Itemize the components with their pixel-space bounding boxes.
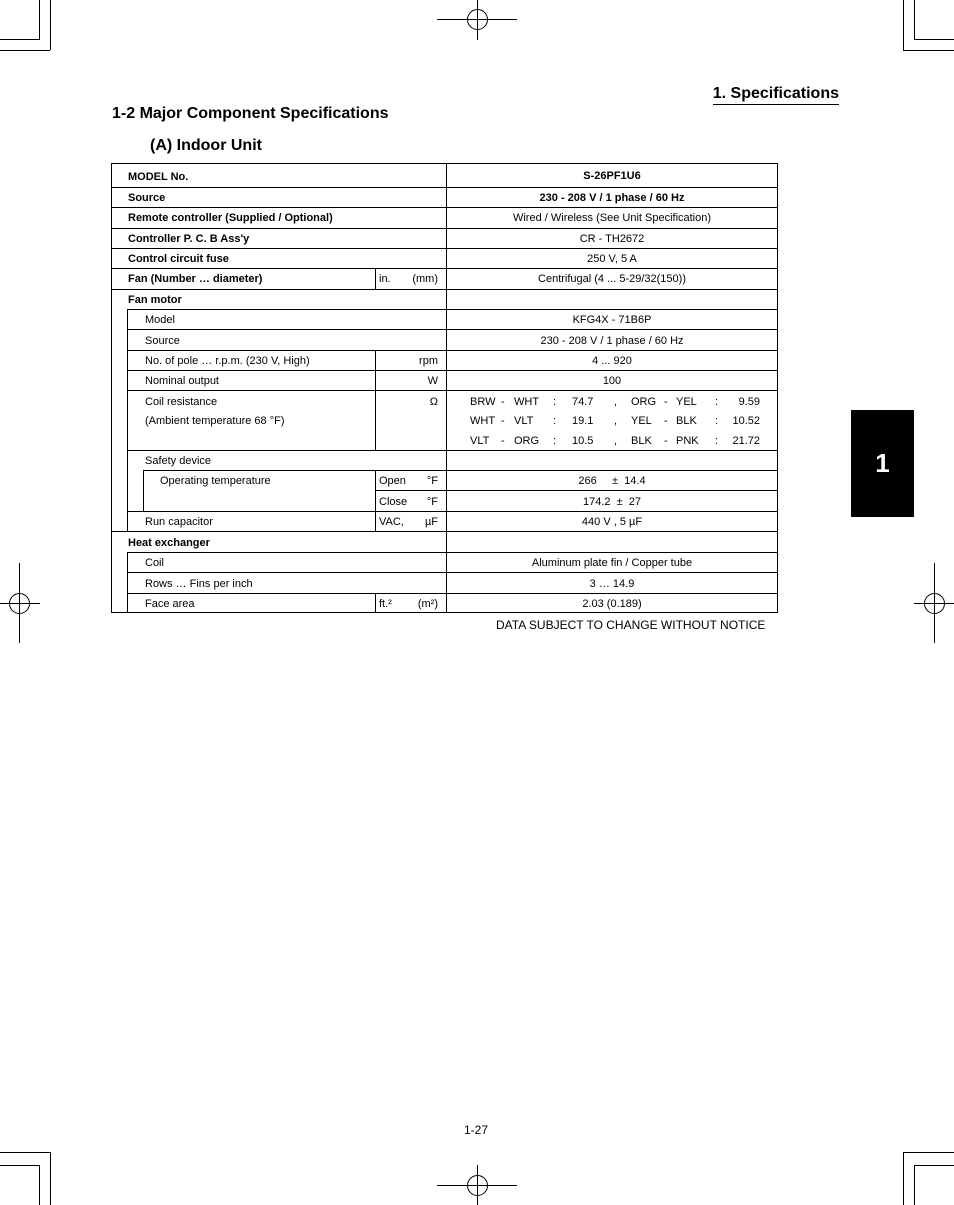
- chapter-tab: 1: [851, 410, 914, 517]
- face-label: Face area: [145, 598, 195, 610]
- motor-source-value: 230 - 208 V / 1 phase / 60 Hz: [540, 335, 684, 347]
- cap-label: Run capacitor: [145, 516, 213, 528]
- model-label: MODEL No.: [128, 171, 189, 183]
- page-number: 1-27: [464, 1123, 489, 1137]
- spec-table: MODEL No. S-26PF1U6 Source 230 - 208 V / 1 phase / 60 Hz Remote controller (Supplied / Optional) Wired / Wireless (See Unit Specification) Controller P. C. B Ass'y CR - TH2672 Control circuit fuse 250 V, 5 A Fan (Number … diameter) in. (mm) Centrifugal (4 ... 5-29/32(150)) Fan motor Model KFG4X - 71B6P Source 230 - 208 V / 1 phase / 60 Hz No. of pole … r.p.m. (230 V, High) rpm 4 ... 920 Nominal output W 100 Coil resistance (Ambient temperature 68 °F) Ω BRW - WHT : 74.7 , ORG - YEL : 9.59 WHT - VLT : 19.1 , YEL - BLK : 10.52 VLT - ORG : 10.5 , BLK - PNK : 21.72 Safety device Operating temperature Open °F 266 ± 14.4 Close °F 174.2 ± 27 Run capacitor VAC, µF 440 V , 5 µF Heat exchanger Coil Aluminum plate fin / Copper tube Rows … Fins per inch 3 … 14.9 Face area ft.² (m²) 2.03 (0.189): [111, 163, 778, 613]
- remote-label: Remote controller (Supplied / Optional): [128, 212, 333, 224]
- cap-value: 440 V , 5 µF: [581, 516, 643, 528]
- hx-coil-value: Aluminum plate fin / Copper tube: [531, 557, 693, 569]
- fan-label: Fan (Number … diameter): [128, 273, 263, 285]
- coil-label: Coil resistance: [145, 396, 218, 408]
- source-value: 230 - 208 V / 1 phase / 60 Hz: [539, 192, 685, 204]
- motor-model-label: Model: [145, 314, 175, 326]
- optemp-label: Operating temperature: [160, 475, 271, 487]
- close-unit: °F: [426, 496, 438, 508]
- close-value: 174.2 ± 27: [582, 496, 642, 508]
- fuse-label: Control circuit fuse: [128, 253, 229, 265]
- pcb-label: Controller P. C. B Ass'y: [128, 233, 250, 245]
- chapter-title: 1. Specifications: [713, 85, 839, 105]
- source-label: Source: [128, 192, 166, 204]
- pcb-value: CR - TH2672: [579, 233, 645, 245]
- model-value: S-26PF1U6: [583, 170, 641, 182]
- face-unit-m: (m²): [417, 598, 438, 610]
- safety-label: Safety device: [145, 455, 212, 467]
- output-label: Nominal output: [145, 375, 219, 387]
- output-unit: W: [427, 375, 438, 387]
- fuse-value: 250 V, 5 A: [587, 253, 637, 265]
- remote-value: Wired / Wireless (See Unit Specification): [512, 212, 712, 224]
- motor-source-label: Source: [145, 335, 180, 347]
- coil-ambient-label: (Ambient temperature 68 °F): [145, 415, 285, 427]
- rows-label: Rows … Fins per inch: [145, 578, 253, 590]
- poles-value: 4 ... 920: [592, 355, 632, 367]
- poles-unit: rpm: [419, 355, 438, 367]
- section-title: 1-2 Major Component Specifications: [112, 105, 389, 122]
- open-label: Open: [379, 475, 406, 487]
- rows-value: 3 … 14.9: [589, 578, 635, 590]
- motor-model-value: KFG4X - 71B6P: [572, 314, 652, 326]
- coil-unit: Ω: [429, 396, 438, 408]
- close-label: Close: [379, 496, 408, 508]
- fan-unit-mm: (mm): [412, 273, 438, 285]
- notice-text: DATA SUBJECT TO CHANGE WITHOUT NOTICE: [496, 618, 766, 632]
- face-unit-ft: ft.²: [379, 598, 392, 610]
- open-value: 266 ± 14.4: [578, 475, 646, 487]
- face-value: 2.03 (0.189): [582, 598, 642, 610]
- cap-unit-vac: VAC,: [379, 516, 404, 528]
- output-value: 100: [602, 375, 622, 387]
- fan-unit-in: in.: [379, 273, 391, 285]
- sub-title: (A) Indoor Unit: [150, 137, 262, 154]
- fan-value: Centrifugal (4 ... 5-29/32(150)): [538, 273, 686, 285]
- cap-unit-uf: µF: [424, 516, 438, 528]
- open-unit: °F: [426, 475, 438, 487]
- hx-coil-label: Coil: [145, 557, 164, 569]
- poles-label: No. of pole … r.p.m. (230 V, High): [145, 355, 310, 367]
- hx-label: Heat exchanger: [128, 537, 210, 549]
- fan-motor-label: Fan motor: [128, 294, 182, 306]
